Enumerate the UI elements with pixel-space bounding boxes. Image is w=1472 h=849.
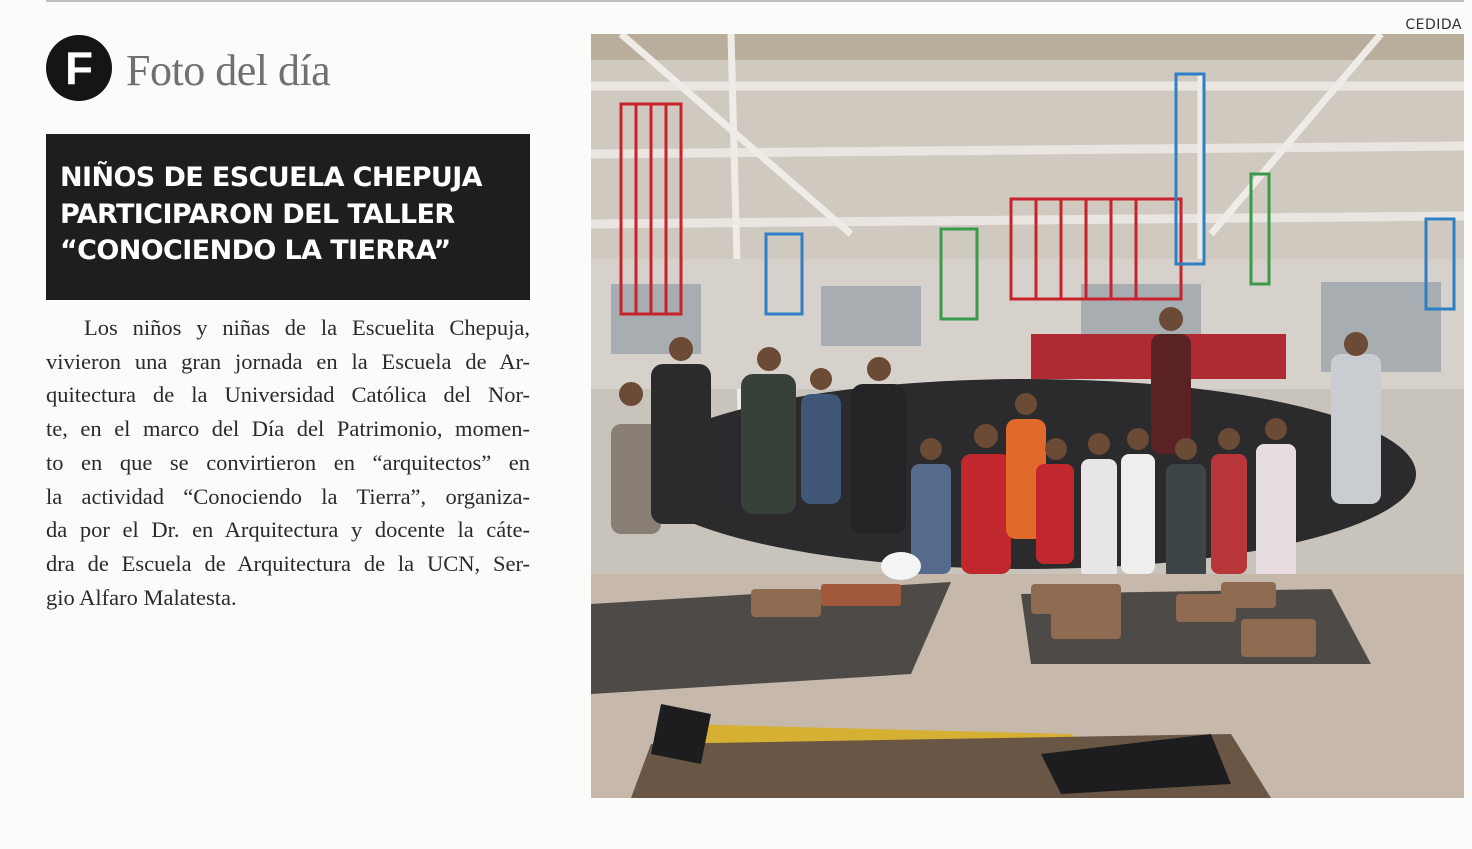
photo-credit: CEDIDA [1405, 17, 1462, 33]
body-line: vivieron una gran jornada en la Escuela de Ar- [46, 348, 530, 374]
section-badge-icon: F [46, 35, 112, 101]
body-line: la actividad “Conociendo la Tierra”, organiza- [46, 483, 530, 509]
body-line: to en que se convirtieron en “arquitectos” en [46, 449, 530, 475]
headline-line: PARTICIPARON DEL TALLER [60, 198, 455, 230]
headline-box [46, 134, 530, 300]
section-title: Foto del día [126, 46, 331, 95]
group-photo-illustration [591, 34, 1464, 798]
group-photo [591, 34, 1464, 798]
body-line: te, en el marco del Día del Patrimonio, momen- [46, 416, 530, 442]
body-line: dra de Escuela de Arquitectura de la UCN, Ser- [46, 550, 530, 576]
top-rule [46, 0, 1464, 2]
headline-line: “CONOCIENDO LA TIERRA” [60, 235, 451, 266]
body-line: gio Alfaro Malatesta. [46, 584, 237, 610]
article-body [46, 311, 530, 614]
body-line: Los niños y niñas de la Escuelita Chepuja, [84, 315, 530, 340]
body-line: quitectura de la Universidad Católica del Nor- [46, 382, 530, 408]
body-line: da por el Dr. en Arquitectura y docente la cáte- [46, 517, 530, 543]
headline-line: NIÑOS DE ESCUELA CHEPUJA [60, 162, 482, 193]
